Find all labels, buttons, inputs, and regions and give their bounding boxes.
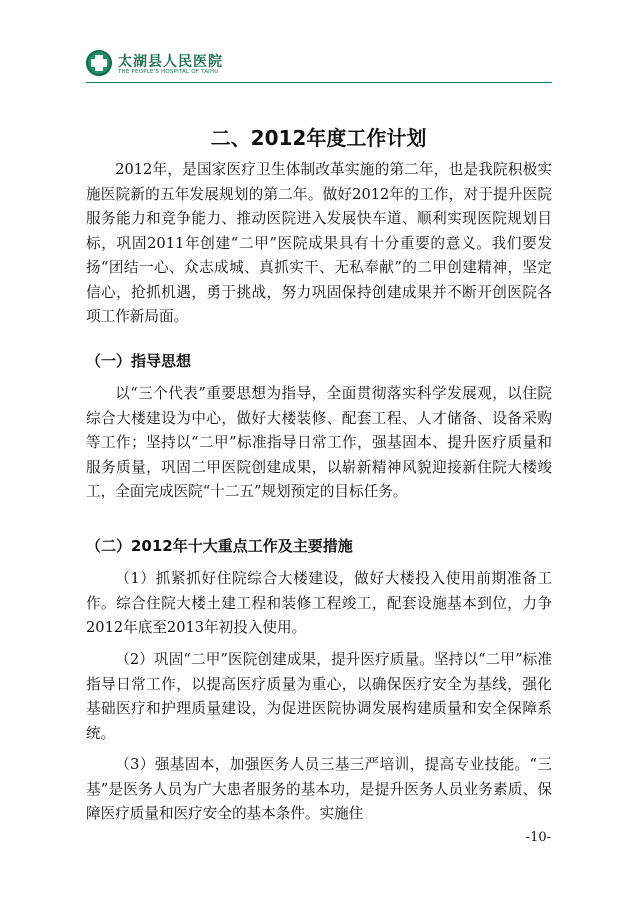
page-number: -10- xyxy=(525,830,551,845)
page-header xyxy=(86,48,552,83)
page-title: 二、2012年度工作计划 xyxy=(210,126,427,150)
key-task-item-2: （2）巩固“二甲”医院创建成果，提升医疗质量。坚持以“二甲”标准指导日常工作，以提高医疗质量为重心，以确保医疗安全为基线，强化基础医疗和护理质量建设，为促进医院协调发展构建质量和安全保障系统。 xyxy=(86,651,552,742)
guiding-ideology-paragraph: 以“三个代表”重要思想为指导，全面贯彻落实科学发展观，以住院综合大楼建设为中心，做好大楼装修、配套工程、人才储备、设备采购等工作；坚持以“二甲”标准指导日常工作，强基固本、提升医疗质量和服务质量，巩固二甲医院创建成果，以崭新精神风貌迎接新住院大楼竣工，全面完成医院“十二五”规划预定的目标任务。 xyxy=(86,385,552,500)
section-heading-key-tasks: （二）2012年十大重点工作及主要措施 xyxy=(86,537,353,555)
hospital-logo-icon xyxy=(86,50,112,76)
intro-paragraph: 2012年，是国家医疗卫生体制改革实施的第二年，也是我院积极实施医院新的五年发展规划的第二年。做好2012年的工作，对于提升医院服务能力和竞争能力、推动医院进入发展快车道、顺利实现医院规划目标，巩固2011年创建“二甲”医院成果具有十分重要的意义。我们要发扬“团结一心、众志成城、真抓实干、无私奉献”的二甲创建精神，坚定信心，抢抓机遇，勇于挑战，努力巩固保持创建成果并不断开创医院各项工作新局面。 xyxy=(86,161,552,325)
logo-cross-horizontal xyxy=(91,59,107,67)
key-task-item-1: （1）抓紧抓好住院综合大楼建设，做好大楼投入使用前期准备工作。综合住院大楼土建工程和装修工程竣工，配套设施基本到位，力争2012年底至2013年初投入使用。 xyxy=(86,570,552,636)
hospital-name-english: THE PEOPLE'S HOSPITAL OF TAIHU xyxy=(118,69,219,75)
key-task-item-3: （3）强基固本，加强医务人员三基三严培训，提高专业技能。“三基”是医务人员为广大患者服务的基本功，是提升医务人员业务素质、保障医疗质量和医疗安全的基本条件。实施住 xyxy=(86,756,552,822)
hospital-name: 太湖县人民医院 xyxy=(118,54,223,70)
section-heading-guiding-ideology: （一）指导思想 xyxy=(86,352,192,370)
